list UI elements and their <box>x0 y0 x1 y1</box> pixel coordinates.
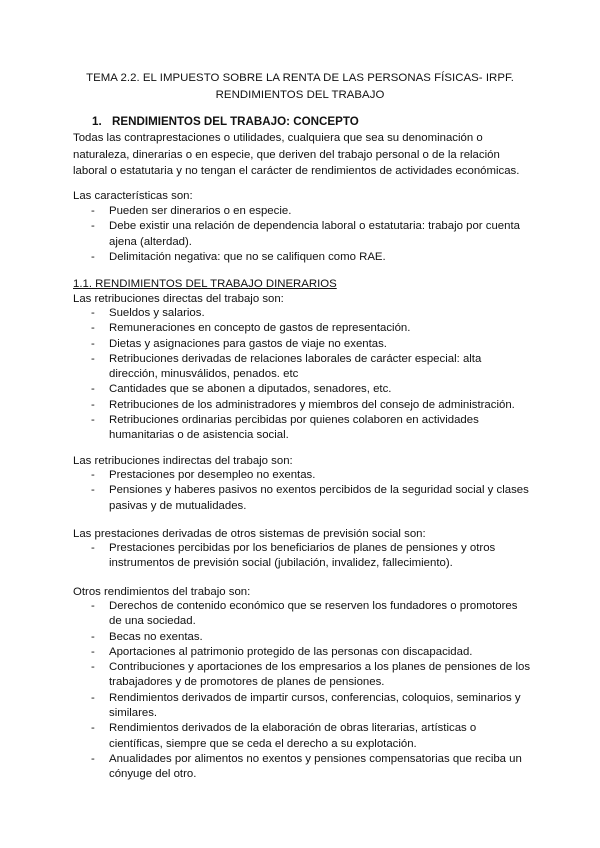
list-item: - Retribuciones derivadas de relaciones laborales de carácter especial: alta dirección, minusválidos, penados. etc <box>73 352 533 383</box>
list-item: - Cantidades que se abonen a diputados, senadores, etc. <box>73 382 533 397</box>
list-item: - Aportaciones al patrimonio protegido de las personas con discapacidad. <box>73 645 533 660</box>
section-1-heading <box>92 115 359 128</box>
list-item: - Prestaciones por desempleo no exentas. <box>73 468 533 483</box>
list-item: - Retribuciones de los administradores y miembros del consejo de administración. <box>73 398 533 413</box>
list-item: - Prestaciones percibidas por los beneficiarios de planes de pensiones y otros instrumentos de previsión social (jubilación, invalidez, fallecimiento). <box>73 541 533 572</box>
indirect-intro: Las retribuciones indirectas del trabajo son: <box>73 455 293 467</box>
list-item: - Debe existir una relación de dependencia laboral o estatutaria: trabajo por cuenta ajena (alterdad). <box>73 219 533 250</box>
others-list <box>73 599 533 783</box>
document-title <box>60 70 540 103</box>
list-item: - Pueden ser dinerarios o en especie. <box>73 204 533 219</box>
others-intro: Otros rendimientos del trabajo son: <box>73 586 251 598</box>
section-1-1-heading: 1.1. RENDIMIENTOS DEL TRABAJO DINERARIOS <box>73 278 337 290</box>
section-1-number: 1. <box>92 115 102 128</box>
list-item: - Rendimientos derivados de impartir cursos, conferencias, coloquios, seminarios y similares. <box>73 691 533 722</box>
list-item: - Remuneraciones en concepto de gastos de representación. <box>73 321 533 336</box>
list-item: - Becas no exentas. <box>73 630 533 645</box>
list-item: - Retribuciones ordinarias percibidas por quienes colaboren en actividades humanitarias o de asistencia social. <box>73 413 533 444</box>
list-item: - Rendimientos derivados de la elaboración de obras literarias, artísticas o científicas, siempre que se ceda el derecho a su explotación. <box>73 721 533 752</box>
section-1-title: RENDIMIENTOS DEL TRABAJO: CONCEPTO <box>112 115 359 128</box>
list-item: - Anualidades por alimentos no exentos y pensiones compensatorias que reciba un cónyuge del otro. <box>73 752 533 783</box>
concept-paragraph: Todas las contraprestaciones o utilidades, cualquiera que sea su denominación o naturaleza, dinerarias o en especie, que deriven del trabajo personal o de la relación laboral o estatutaria y no tengan el carácter de rendimientos de actividades económicas. <box>73 132 520 177</box>
list-item: - Pensiones y haberes pasivos no exentos percibidos de la seguridad social y clases pasivas y de mutualidades. <box>73 483 533 514</box>
prevision-list <box>73 541 533 572</box>
direct-list <box>73 306 533 444</box>
characteristics-intro: Las características son: <box>73 190 193 202</box>
direct-intro: Las retribuciones directas del trabajo son: <box>73 293 284 305</box>
indirect-list <box>73 468 533 514</box>
title-line-2: RENDIMIENTOS DEL TRABAJO <box>215 88 385 101</box>
characteristics-list <box>73 204 533 265</box>
title-line-1: TEMA 2.2. EL IMPUESTO SOBRE LA RENTA DE LAS PERSONAS FÍSICAS- IRPF. <box>86 72 514 84</box>
list-item: - Sueldos y salarios. <box>73 306 533 321</box>
list-item: - Delimitación negativa: que no se califiquen como RAE. <box>73 250 533 265</box>
prevision-intro: Las prestaciones derivadas de otros sistemas de previsión social son: <box>73 528 426 540</box>
list-item: - Dietas y asignaciones para gastos de viaje no exentas. <box>73 337 533 352</box>
list-item: - Contribuciones y aportaciones de los empresarios a los planes de pensiones de los trabajadores y de promotores de planes de pensiones. <box>73 660 533 691</box>
list-item: - Derechos de contenido económico que se reserven los fundadores o promotores de una sociedad. <box>73 599 533 630</box>
